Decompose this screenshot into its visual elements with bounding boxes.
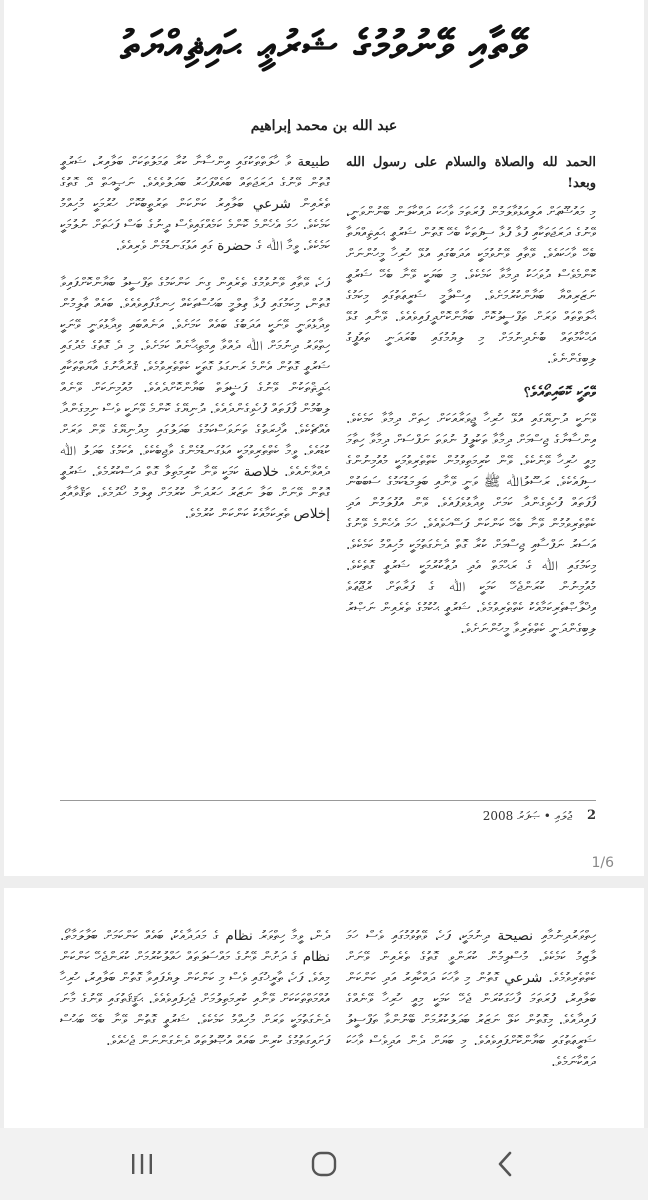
- recent-apps-icon: [129, 1152, 155, 1176]
- page-indicator: 1/6: [591, 855, 614, 871]
- left-text-column: [60, 152, 330, 525]
- footer-date: ޖުލައި • ޞަފަރު 2008: [482, 809, 572, 823]
- opening-line: الحمد لله والصلاة والسلام على رسول الله وبعد!: [346, 155, 596, 191]
- section-heading: ވޭތަކީ ކޮބައިތޯއެވެ؟: [523, 383, 596, 401]
- document-page-2: [4, 888, 644, 1128]
- page-title: ވޭތާއި ވޭނުވުމުގެ ޝަރުޢީ ޙައިޘިއްޔަތު: [120, 22, 528, 69]
- document-page-1: [4, 0, 644, 876]
- recent-apps-button[interactable]: [122, 1144, 162, 1184]
- paragraph-gap: [60, 257, 330, 273]
- right-text-column: [346, 152, 596, 640]
- paragraph: މި މައުޟޫޢަށް އަލިއަޅުވާލަމުން ފުރަތަމަ ވާހަކަ ދައްކާލަން ބޭނުންވަނީ، ވޭނުގެ ދަރަޖަތަކާއި ފުޅާ ފުޅާ ސިފަތަކާ ބެހޭ ގޮތުން ޝަރުޢީ ޙައިޘިއްޔަތާ ބެހޭ ވާހަކައެވެ. ވޭތާއި ވޭނުވުމަކީ އަދަބުގައި އުޅޭ ހުރިހާ މީހުންނަށް ކޮންމެވެސް ދުވަހަކު ދިމާވާ ކަމެކެވެ. މި ބަޔަކީ ވޭނާ ބެހޭ ޝަރުޢީ ނަޒަރިއްޔާ ބަޔާންކުރުމަށެވެ. އިސްލާމީ ޝަރީޢަތުގައި މިކަމުގެ ޙާލަތްތައް ވަރަށް ތަފްސީލުކޮށް ބަޔާންކޮށްދީފައިވެއެވެ. ވޭނާއި ގުޅޭ އަޙްކާމުތައް ބުނެދިނުމަށް މި ލިޔުމުގައި ބުރަދަނީ ތައުފީގު ލިބިގެންނެވެ.: [346, 204, 596, 367]
- page-footer: [60, 808, 596, 828]
- author-name: عبد الله بن محمد إبراهيم: [250, 118, 398, 134]
- left-text-column-page-2: [60, 926, 330, 1052]
- back-icon: [494, 1150, 518, 1178]
- back-button[interactable]: [486, 1144, 526, 1184]
- home-button[interactable]: [304, 1144, 344, 1184]
- android-navigation-bar: [0, 1128, 648, 1200]
- footer-divider: [60, 800, 596, 801]
- paragraph: طبيعة ވާ ހާލަތްތަކުގައި އިންސާނާ ކުރާ ޢަމަލުތަކަށް ބަލާއިރު، ޝަރުޢީ ގޮތުން ވޭނުގެ ދަރަޖަތައް ބައެއްފަހަރު ބަދަލުވެއެވެ. ނަޞީޙަތް ދޭ ގޮތުގެ ތެރެއިން شرعي ބަލާއިރު ކަންކަން ތަރުތީބުކޮށް ހުރުމަކީ މުހިއްމު ކަމެކެވެ. ހަމަ އެހެންމެ ކޮންމެ ކަމެއްގައިވެސް ދީނުގެ ބަސް ފަހަތަށް ނުލުމަކީ ކަމެކެވެ. ވީމާ ﷲ ގެ حضرة ގައި އަޅުގަނޑުމެން ވެރިއެވެ.: [60, 154, 330, 254]
- paragraph: ފަހެ، ވޭތާއި ވޭނުވުމުގެ ތެރެއިން ގިނަ ކަންކަމުގެ ތަފްސީލު ބަޔާންކޮށްފައިވާ ގޮތުން، މިކަމުގައި ފުޅާ ޢިލްމީ ބަޙުސްތަކެއް ހިނގާފައިވެއެވެ. ބައެއް ޢާލިމުން ވިދާޅުވަނީ ވޭނަކީ އަދަބުގެ ބައެއް ކަމަށެވެ. އަނެއްބައި ވިދާޅުވަނީ ވޭނަކީ ހިތްވަރު ދިނުމަށް ﷲ ދެއްވާ އިމްތިޙާނެއް ކަމަށެވެ. މި ދެ ގޮތުގެ މެދުގައި ޝަރުޢީ ގޮތުން އެންމެ ރަނގަޅު ގޮތަކީ ކެތްތެރިވުމެވެ. ޤުރުއާނުގެ އާޔަތްތަކާއި ޙަދީޘްތަކުން ވޭނުގެ ފަޟީލަތް ބަޔާންކޮށްދެއެވެ. މުއުމިނަކަށް ވޭނެއް ލިބުމުން ފާފަތައް ފުހެވިގެންދެއެވެ. ދުނިޔޭގެ ކޮންމެ ވޭނަކީ ވެސް ނިމިގެންދާ އެއްޗެކެވެ. އާޚިރަތުގެ ތަނަވަސްކަމުގެ ބަދަލުގައި މިދުނިޔޭގެ ވޭން ވަރަށް ކުޑައެވެ. ވީމާ ކެތްތެރިވުމަކީ އަޅުގަނޑުމެންގެ ވާޖިބެކެވެ. އެކަމުގެ ބަދަލު ﷲ ދެއްވާނެއެވެ. خلاصة ކަމަކީ ވޭނާ ކުރިމަތިލާ ގޮތް ދަސްކުރުމެވެ. ޝަރުޢީ ގޮތުން ވޭނަށް ބަލާ ނަޒަރު ހަރުދަނާ ކުރުމަށް ޢިލްމު ހޯދުމެވެ. ތަޤްވާއާއި إخلاص ތެރިކަމާއެކު ކަންކަން ކުރުމެވެ.: [60, 275, 330, 522]
- paragraph: ވޭނަކީ ދުނިޔޭގައި އުޅޭ ހުރިހާ ޖީވަރާއަކަށް ހިތަށް ދިމާވާ ކަމެކެވެ. އިންސާނާގެ ޖިސްމަށް ދިމާވާ ތަކުލީފު ނުވަތަ ނަފްސަށް ދިމާވާ ހިތާމަ މިއީ ހުރިހާ ވޭނެކެވެ. ވޭން ކުރިމަތިވުމުން ކެތްތެރިވުމަކީ މުއުމިނުންގެ ސިފައެކެވެ. ރަސޫލުﷲ ﷺ ވަނީ ވޭނާއި ބަލިމަޑުކަމުގެ ސަބަބުން ފާފަތައް ފުހެވިގެންދާ ކަމަށް ވިދާޅުވެފައެވެ. ވޭން އުފުލަމުން އަދި ކެތްތެރިވުމުން ވޭނާ ބެހޭ ކަންކަން ފަސޭހަވެއެވެ. ހަމަ އެހެންމެ ވޭނުގެ އަސަރު ނަފްސާއި ޖިސްމަށް ކުރާ ގޮތް ދެނެގަތުމަކީ މުހިއްމު ކަމެކެވެ. މިކަމުގައި ﷲ ގެ ރަޙްމަތް އެދި ދުޢާކުރުމަކީ ޝަރުޢީ ގޮތެކެވެ. މުއުމިނުން ކުރަންޖެހޭ ކަމަކީ ﷲ ގެ ފަރާތަށް ރުޖޫޢަވެ އިޚްލާޞްތެރިކަމާއެކު ކެތްތެރިވުމެވެ. ޝަރުޢީ ޙުކުމުގެ ތެރެއިން ނަޞްރު ލިބިގެންދަނީ ކެތްތެރިވާ މީހުންނަށެވެ.: [346, 411, 596, 637]
- home-icon: [310, 1150, 338, 1178]
- footer-page-number: 2: [586, 808, 596, 823]
- paragraph: ހިތްވަރުދިނުމާއި نصيحة ދިނުމަކީ، ފަހެ، ވޭތުވުމުގައި ވެސް ހަމަ ލާޒިމު ކަމެކެވެ. މުސްލިމުން ކުރަންވީ ގޮތުގެ ތެރެއިން ވޭނަށް ކެތްތެރިވުމެވެ. شرعي ގޮތުން މި ވާހަކަ ދައްކާއިރު އަދި ކަންކަން ބަލާއިރު، ފުރަތަމަ ފާހަގަކުރަން ޖެހޭ ކަމަކީ މިއީ ހުރިހާ ވޭނެއްގެ ފައިދާއެވެ. މިގޮތުން ކަލޭ ނަޒަރު ބަދަލުކުރުމަށް ބޭނުންވާ ތަފްސީލު ޝަރީޢަތުގައި ބަޔާންކޮށްފައިވެއެވެ. މި ބަޔަށް ދެން އަދިވެސް ވާހަކަ ދައްކާނަމެވެ.: [346, 928, 596, 1070]
- paragraph: ދެން، ވީމާ ހިތްވަރު نظام ގެ މަދަދާއެކު، ބައެއް ކަންކަމަށް ބަލާލަމާތޯ. نظام ގެ ދަށުން ވޭނުގެ މައްސަލަތައް ހައްލުކުރުމަށް ކުރަންޖެހޭ ކަންކަން މިއެވެ. ފަހެ، ތާރީޚުގައި ވެސް މި ކަންކަން ލިޔެފައިވާ ގޮތުން ބަލާއިރު، ހުރިހާ އުއްމަތްތަކަކަށް ވޭނާއި ކުރިމަތިލުމަށް ޖެހިފައިވެއެވެ. ޙަޤީޤަތުގައި ވޭނުގެ މާނަ ދެނެގަތުމަކީ ވަރަށް މުހިއްމު ކަމެކެވެ. ޝަރުޢީ ގޮތުން ވޭނާ ބެހޭ ބަޙުސް ފަށައިގަތުމުގެ ކުރިން ބައެއް އުޞޫލުތައް ދެނެގަންނަން ޖެހެއެވެ.: [60, 928, 330, 1049]
- right-text-column-page-2: [346, 926, 596, 1073]
